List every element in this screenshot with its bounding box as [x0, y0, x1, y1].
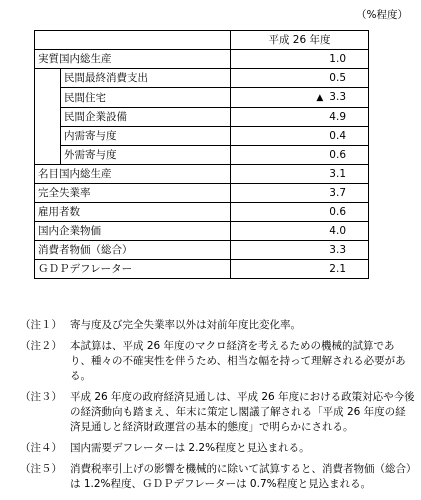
row-label: 雇用者数 [35, 203, 231, 222]
forecast-table [34, 30, 369, 279]
row-value-cell [231, 50, 369, 69]
note-number: （注５） [20, 463, 62, 475]
row-value: 2.1 [329, 263, 346, 275]
indent-cell [35, 146, 61, 165]
row-label: 完全失業率 [35, 184, 231, 203]
note-item [20, 339, 415, 384]
note-number: （注４） [20, 442, 62, 454]
forecast-table-body [35, 31, 369, 279]
table-row [35, 108, 369, 127]
row-value-cell [231, 69, 369, 88]
note-text: 国内需要デフレーターは 2.2%程度と見込まれる。 [70, 442, 310, 454]
table-row [35, 69, 369, 88]
table-row [35, 88, 369, 108]
row-value: 0.6 [329, 149, 346, 161]
row-value-cell [231, 260, 369, 279]
row-value-cell [231, 203, 369, 222]
row-label: 実質国内総生産 [35, 50, 231, 69]
row-label: 民間最終消費支出 [61, 69, 231, 88]
indent-cell [35, 69, 61, 88]
note-number: （注２） [20, 340, 62, 352]
row-value-cell [231, 222, 369, 241]
row-label: 民間企業設備 [61, 108, 231, 127]
table-row [35, 50, 369, 69]
header-year: 平成 26 年度 [231, 31, 369, 50]
row-label: 民間住宅 [61, 88, 231, 108]
indent-cell [35, 108, 61, 127]
row-value: 4.9 [329, 111, 346, 123]
row-value: 3.3 [329, 91, 346, 103]
note-item [20, 441, 415, 456]
row-value-cell [231, 165, 369, 184]
row-value: 4.0 [329, 225, 346, 237]
row-value: 1.0 [329, 53, 346, 65]
indent-cell [35, 88, 61, 108]
note-text: 平成 26 年度の政府経済見通しは、平成 26 年度における政策対応や今後の経済動向も踏まえ、年末に策定し閣議了解される「平成 26 年度の経済見通しと経済財政運営の基本的態度」で明らかにされる。 [70, 391, 415, 433]
table-row [35, 260, 369, 279]
row-value: 0.6 [329, 206, 346, 218]
table-header-row [35, 31, 369, 50]
row-value-cell [231, 108, 369, 127]
row-value: 0.4 [329, 130, 346, 142]
row-label: 内需寄与度 [61, 127, 231, 146]
note-number: （注３） [20, 391, 62, 403]
unit-label: （%程度） [356, 9, 408, 21]
negative-triangle-icon: ▲ [316, 93, 324, 103]
note-item [20, 318, 415, 333]
row-label: 国内企業物価 [35, 222, 231, 241]
table-row [35, 146, 369, 165]
table-row [35, 203, 369, 222]
note-item [20, 390, 415, 435]
row-value-cell [231, 184, 369, 203]
header-blank-cell [35, 31, 231, 50]
notes-section [20, 318, 415, 498]
note-text: 本試算は、平成 26 年度のマクロ経済を考えるための機械的試算であり、種々の不確実性を伴うため、相当な幅を持って理解される必要がある。 [70, 340, 406, 382]
row-value-cell [231, 241, 369, 260]
row-value: 0.5 [329, 72, 346, 84]
note-text: 消費税率引上げの影響を機械的に除いて試算すると、消費者物価（総合）は 1.2%程度、ＧＤＰデフレーターは 0.7%程度と見込まれる。 [70, 463, 412, 490]
table-row [35, 165, 369, 184]
row-label: 外需寄与度 [61, 146, 231, 165]
table-row [35, 184, 369, 203]
row-label: 名目国内総生産 [35, 165, 231, 184]
row-value: 3.1 [329, 168, 346, 180]
row-value: 3.3 [329, 244, 346, 256]
row-label: 消費者物価（総合） [35, 241, 231, 260]
table-row [35, 127, 369, 146]
row-label: ＧＤＰデフレーター [35, 260, 231, 279]
row-value-cell [231, 146, 369, 165]
note-text: 寄与度及び完全失業率以外は対前年度比変化率。 [70, 319, 301, 331]
table-row [35, 222, 369, 241]
note-item [20, 462, 415, 492]
note-number: （注１） [20, 319, 62, 331]
row-value-cell [231, 127, 369, 146]
row-value-cell [231, 88, 369, 108]
row-value: 3.7 [329, 187, 346, 199]
indent-cell [35, 127, 61, 146]
table-row [35, 241, 369, 260]
